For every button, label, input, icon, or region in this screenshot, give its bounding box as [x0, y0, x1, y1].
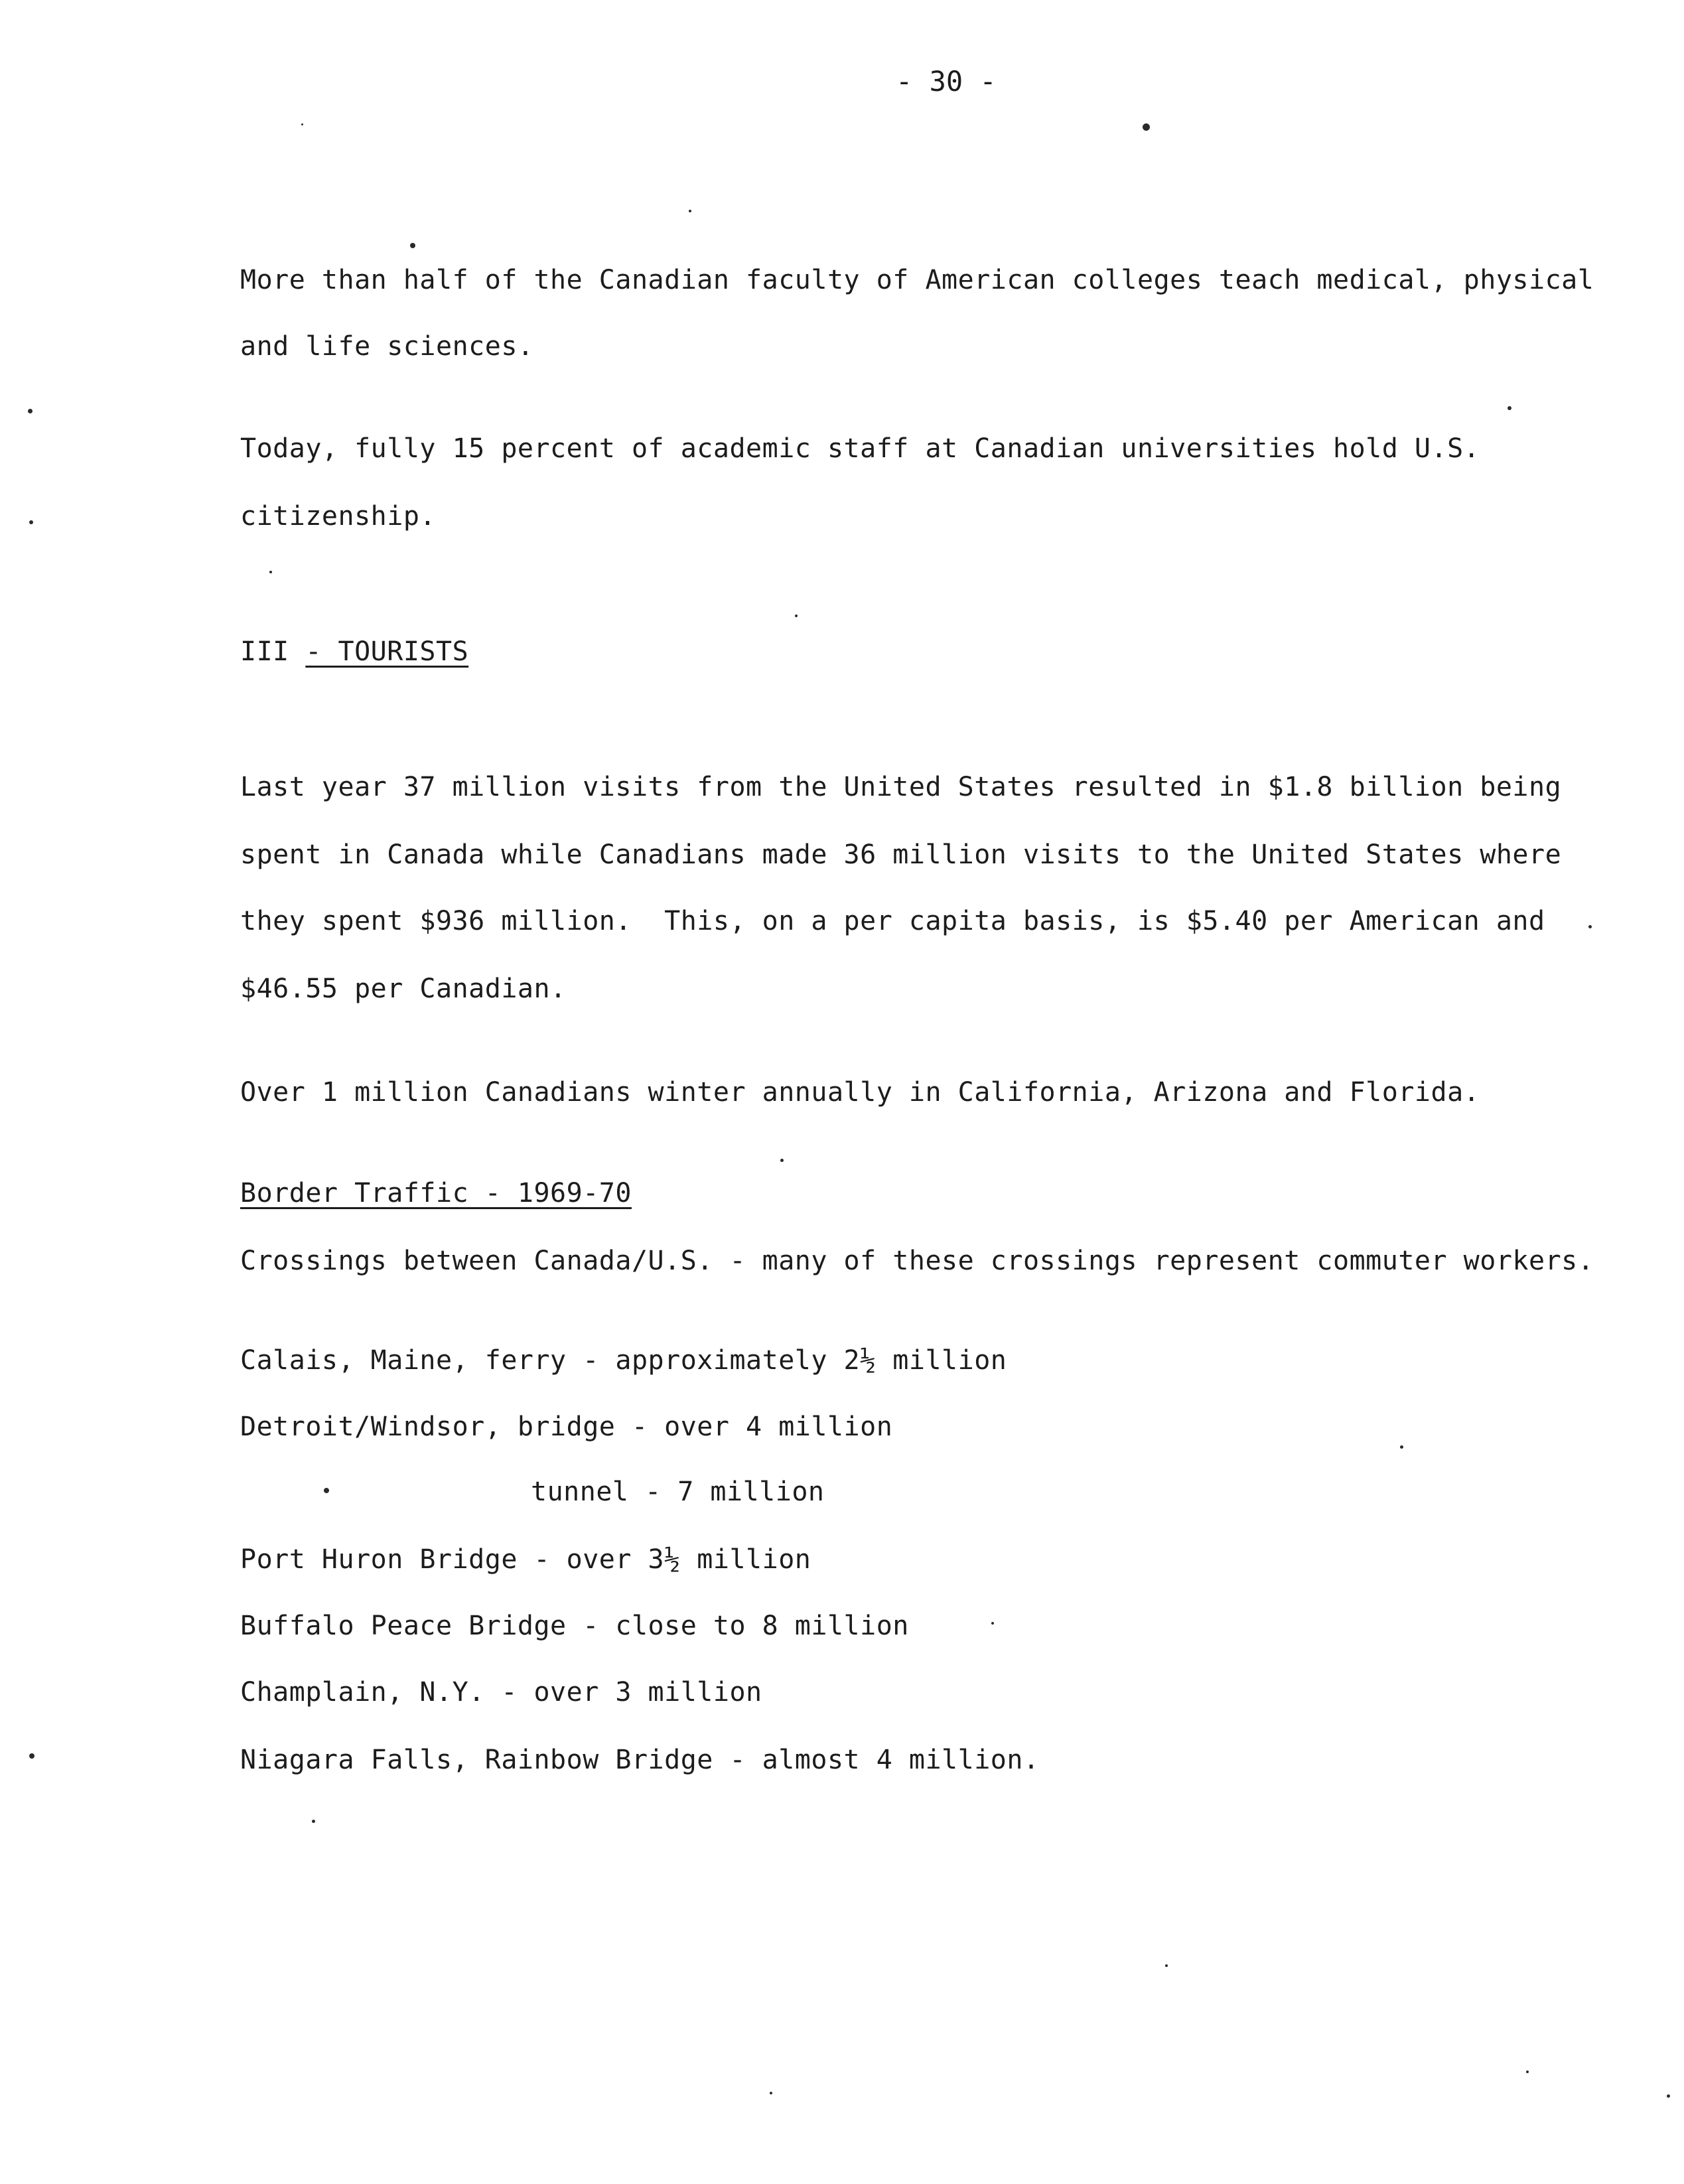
- scan-speck: [689, 210, 691, 212]
- paragraph-line: Crossings between Canada/U.S. - many of these crossings represent commuter workers.: [240, 1246, 1594, 1276]
- paragraph-line: Over 1 million Canadians winter annually in California, Arizona and Florida.: [240, 1077, 1480, 1108]
- scan-speck: [324, 1488, 329, 1493]
- scan-speck: [1400, 1445, 1403, 1449]
- scan-speck: [301, 123, 303, 125]
- scan-speck: [991, 1622, 994, 1625]
- list-item: Port Huron Bridge - over 3½ million: [240, 1544, 811, 1575]
- paragraph-line: they spent $936 million. This, on a per capita basis, is $5.40 per American and: [240, 906, 1545, 936]
- scan-speck: [795, 615, 798, 617]
- subheading: [240, 1176, 632, 1210]
- scan-speck: [1143, 123, 1150, 131]
- list-item: Detroit/Windsor, bridge - over 4 million: [240, 1412, 893, 1442]
- scan-speck: [269, 571, 272, 573]
- list-item: Niagara Falls, Rainbow Bridge - almost 4 million.: [240, 1745, 1040, 1775]
- list-item: Buffalo Peace Bridge - close to 8 million: [240, 1611, 909, 1641]
- scan-speck: [29, 520, 33, 524]
- scan-speck: [29, 1753, 35, 1759]
- scan-speck: [28, 409, 33, 413]
- scan-speck: [1165, 1964, 1168, 1967]
- section-heading: [240, 634, 468, 669]
- section-title: - TOURISTS: [305, 636, 469, 667]
- section-number: III: [240, 636, 306, 667]
- scan-speck: [1667, 2094, 1670, 2098]
- paragraph-line: and life sciences.: [240, 331, 534, 362]
- scan-speck: [1588, 925, 1592, 928]
- paragraph-line: Today, fully 15 percent of academic staff at Canadian universities hold U.S.: [240, 433, 1480, 464]
- scan-speck: [770, 2092, 772, 2094]
- scan-speck: [1508, 406, 1511, 410]
- list-item: Calais, Maine, ferry - approximately 2½ million: [240, 1345, 1007, 1376]
- paragraph-line: spent in Canada while Canadians made 36 million visits to the United States where: [240, 839, 1562, 870]
- paragraph-line: More than half of the Canadian faculty of American colleges teach medical, physical: [240, 265, 1594, 295]
- paragraph-line: $46.55 per Canadian.: [240, 974, 567, 1004]
- subheading-text: Border Traffic - 1969-70: [240, 1178, 632, 1208]
- page-number: - 30 -: [896, 65, 997, 98]
- scan-speck: [780, 1159, 784, 1162]
- scan-speck: [1526, 2071, 1529, 2073]
- list-item: tunnel - 7 million: [531, 1477, 825, 1507]
- paragraph-line: Last year 37 million visits from the United States resulted in $1.8 billion being: [240, 772, 1562, 802]
- paragraph-line: citizenship.: [240, 501, 436, 532]
- list-item: Champlain, N.Y. - over 3 million: [240, 1677, 762, 1708]
- scan-speck: [410, 243, 415, 248]
- scan-speck: [312, 1820, 315, 1823]
